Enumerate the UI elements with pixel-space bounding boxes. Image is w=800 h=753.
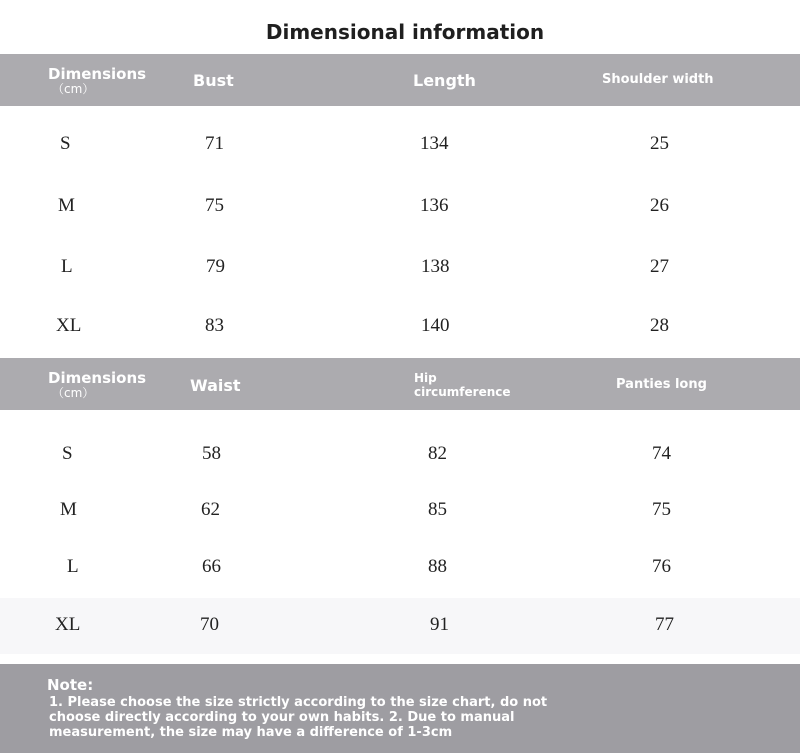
bust-cell: 79	[206, 256, 225, 277]
length-cell: 138	[421, 256, 450, 277]
hip-cell: 82	[428, 443, 447, 464]
size-cell: S	[60, 133, 71, 154]
unit-label: （cm）	[52, 386, 95, 400]
dimensions-label: Dimensions	[48, 369, 147, 387]
note-title: Note:	[47, 676, 94, 694]
shoulder-cell: 27	[650, 256, 669, 277]
length-cell: 136	[420, 195, 449, 216]
dimensions-label: Dimensions	[48, 65, 147, 83]
bust-cell: 71	[205, 133, 224, 154]
dimensions-header	[48, 370, 146, 400]
length-cell: 134	[420, 133, 449, 154]
bust-cell: 75	[205, 195, 224, 216]
note-section	[0, 664, 800, 753]
panties-long-header: Panties long	[616, 377, 707, 392]
bust-cell: 83	[205, 315, 224, 336]
table1-header	[0, 54, 800, 106]
waist-cell: 70	[200, 614, 219, 635]
shoulder-width-header: Shoulder width	[602, 72, 714, 87]
panties-cell: 76	[652, 556, 671, 577]
waist-cell: 66	[202, 556, 221, 577]
size-cell: M	[60, 499, 77, 520]
panties-cell: 75	[652, 499, 671, 520]
hip-label-line2: circumference	[414, 385, 511, 399]
table-row	[0, 598, 800, 654]
unit-label: （cm）	[52, 82, 95, 96]
table2-header	[0, 358, 800, 410]
bust-header: Bust	[193, 71, 234, 90]
size-cell: L	[61, 256, 73, 277]
hip-cell: 91	[430, 614, 449, 635]
size-cell: L	[67, 556, 79, 577]
shoulder-cell: 28	[650, 315, 669, 336]
note-text: 1. Please choose the size strictly according to the size chart, do not choose directly according to your own habits. 2. Due to manual measurement, the size may have a difference of 1-3cm	[49, 695, 548, 740]
shoulder-cell: 26	[650, 195, 669, 216]
size-cell: S	[62, 443, 73, 464]
length-cell: 140	[421, 315, 450, 336]
size-cell: M	[58, 195, 75, 216]
dimensions-header	[48, 66, 146, 96]
hip-cell: 88	[428, 556, 447, 577]
length-header: Length	[413, 71, 476, 90]
shoulder-cell: 25	[650, 133, 669, 154]
hip-circumference-header	[414, 371, 511, 399]
panties-cell: 77	[655, 614, 674, 635]
size-cell: XL	[56, 315, 82, 336]
panties-cell: 74	[652, 443, 671, 464]
page-title: Dimensional information	[265, 20, 545, 44]
hip-cell: 85	[428, 499, 447, 520]
waist-header: Waist	[190, 376, 241, 395]
waist-cell: 58	[202, 443, 221, 464]
size-cell: XL	[55, 614, 81, 635]
hip-label-line1: Hip	[414, 371, 437, 385]
waist-cell: 62	[201, 499, 220, 520]
